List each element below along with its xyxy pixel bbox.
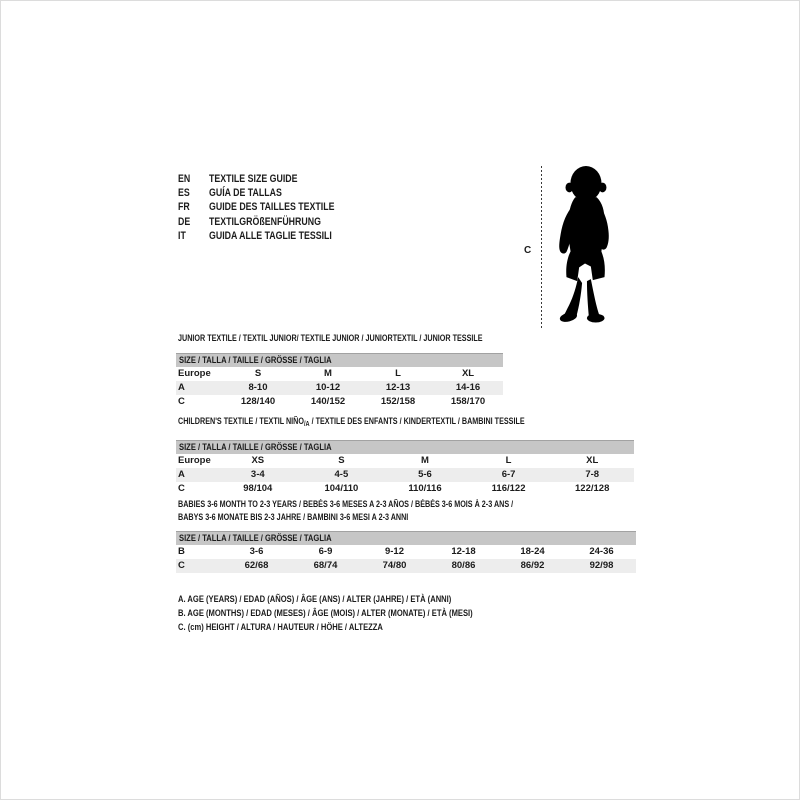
table-row — [176, 381, 503, 395]
children-section — [176, 415, 634, 496]
cell: 6-9 — [318, 546, 333, 557]
children-table — [176, 440, 634, 496]
size-band-label: SIZE / TALLA / TAILLE / GRÖSSE / TAGLIA — [176, 440, 634, 454]
size-band-label: SIZE / TALLA / TAILLE / GRÖSSE / TAGLIA — [176, 353, 503, 367]
junior-table — [176, 353, 503, 409]
cell: 104/110 — [324, 482, 359, 494]
cell: 3-4 — [216, 468, 300, 482]
babies-title-line1: BABIES 3-6 MONTH TO 2-3 YEARS / BEBÉS 3-6 MESES A 2-3 AÑOS / BÉBÉS 3-6 MOIS À 2-3 ANS / — [178, 499, 514, 509]
junior-section — [176, 332, 559, 409]
row-label: A — [176, 381, 223, 395]
cell: 116/122 — [491, 482, 526, 494]
row-label: C — [178, 482, 185, 494]
cell: 12-18 — [451, 546, 476, 557]
cell: 128/140 — [240, 395, 276, 407]
legend-line-c: C. (cm) HEIGHT / ALTURA / HAUTEUR / HÖHE / ALTEZZA — [178, 622, 383, 633]
cell: 158/170 — [450, 395, 486, 407]
cell: 12-13 — [363, 381, 433, 395]
language-label: GUÍA DE TALLAS — [209, 187, 282, 200]
cell: XL — [461, 367, 475, 379]
cell: 98/104 — [243, 482, 273, 494]
language-code: IT — [178, 229, 186, 242]
babies-section — [176, 498, 636, 573]
cell: S — [338, 454, 345, 466]
cell: M — [324, 367, 332, 379]
table-row — [176, 545, 636, 559]
size-band-row — [176, 353, 503, 367]
junior-title: JUNIOR TEXTILE / TEXTIL JUNIOR/ TEXTILE JUNIOR / JUNIORTEXTIL / JUNIOR TESSILE — [178, 333, 483, 343]
cell: L — [395, 367, 401, 379]
table-row — [176, 395, 503, 409]
cell: 5-6 — [383, 468, 467, 482]
cell: 122/128 — [575, 482, 610, 494]
row-label: C — [176, 559, 222, 573]
language-code: DE — [178, 215, 191, 228]
cell: 110/116 — [408, 482, 442, 494]
size-band-row — [176, 440, 634, 454]
language-row-fr — [178, 200, 366, 214]
cell: 9-12 — [384, 546, 404, 557]
table-row — [176, 367, 503, 381]
cell: 74/80 — [360, 559, 429, 573]
height-marker-label: C — [524, 245, 532, 256]
cell: 18-24 — [520, 546, 545, 557]
babies-title-line2: BABYS 3-6 MONATE BIS 2-3 JAHRE / BAMBINI 3-6 MESI A 2-3 ANNI — [178, 511, 409, 522]
cell: 4-5 — [300, 468, 384, 482]
baby-silhouette-icon — [546, 161, 624, 329]
legend-line-a: A. AGE (YEARS) / EDAD (AÑOS) / ÂGE (ANS) / ALTER (JAHRE) / ETÀ (ANNI) — [178, 594, 452, 605]
language-row-en — [178, 172, 366, 186]
cell: 152/158 — [380, 395, 416, 407]
cell: 92/98 — [567, 559, 636, 573]
language-label: TEXTILE SIZE GUIDE — [209, 173, 298, 186]
children-title: CHILDREN'S TEXTILE / TEXTIL $NIÑO_{/A}$ / TEXTILE DES ENFANTS / KINDERTEXTIL / BAMBINI TESSILE — [178, 416, 525, 428]
language-label: GUIDE DES TAILLES TEXTILE — [209, 201, 335, 214]
cell: 80/86 — [429, 559, 498, 573]
table-row — [176, 468, 634, 482]
language-code: EN — [178, 173, 191, 186]
legend-notes — [178, 593, 546, 635]
cell: 62/68 — [222, 559, 291, 573]
cell: 24-36 — [589, 546, 614, 557]
cell: 140/152 — [310, 395, 346, 407]
language-code: ES — [178, 187, 190, 200]
cell: XS — [251, 454, 265, 466]
row-label: C — [178, 395, 185, 407]
row-label: Europe — [178, 367, 211, 379]
language-label: TEXTILGRÖßENFÜHRUNG — [209, 215, 321, 228]
language-row-es — [178, 186, 366, 200]
cell: XL — [586, 454, 599, 466]
cell: 6-7 — [467, 468, 551, 482]
language-row-it — [178, 229, 366, 243]
cell: 7-8 — [550, 468, 634, 482]
language-code: FR — [178, 201, 190, 214]
cell: 10-12 — [293, 381, 363, 395]
cell: 3-6 — [249, 546, 264, 557]
row-label: B — [178, 546, 185, 557]
size-band-row — [176, 532, 636, 546]
language-label: GUIDA ALLE TAGLIE TESSILI — [209, 229, 332, 242]
row-label: Europe — [178, 454, 211, 466]
table-row — [176, 454, 634, 468]
legend-line-b: B. AGE (MONTHS) / EDAD (MESES) / ÂGE (MOIS) / ALTER (MONATE) / ETÀ (MESI) — [178, 608, 473, 619]
language-row-de — [178, 215, 366, 229]
height-dashed-line — [541, 166, 542, 328]
cell: S — [254, 367, 262, 379]
table-row — [176, 559, 636, 573]
title-subscript: /A — [303, 421, 310, 428]
cell: 8-10 — [223, 381, 293, 395]
cell: M — [421, 454, 429, 466]
cell: L — [505, 454, 512, 466]
table-row — [176, 482, 634, 496]
size-band-label: SIZE / TALLA / TAILLE / GRÖSSE / TAGLIA — [176, 532, 636, 546]
babies-table — [176, 531, 636, 573]
cell: 68/74 — [291, 559, 360, 573]
language-header — [178, 172, 366, 243]
cell: 86/92 — [498, 559, 567, 573]
cell: 14-16 — [433, 381, 503, 395]
row-label: A — [176, 468, 216, 482]
